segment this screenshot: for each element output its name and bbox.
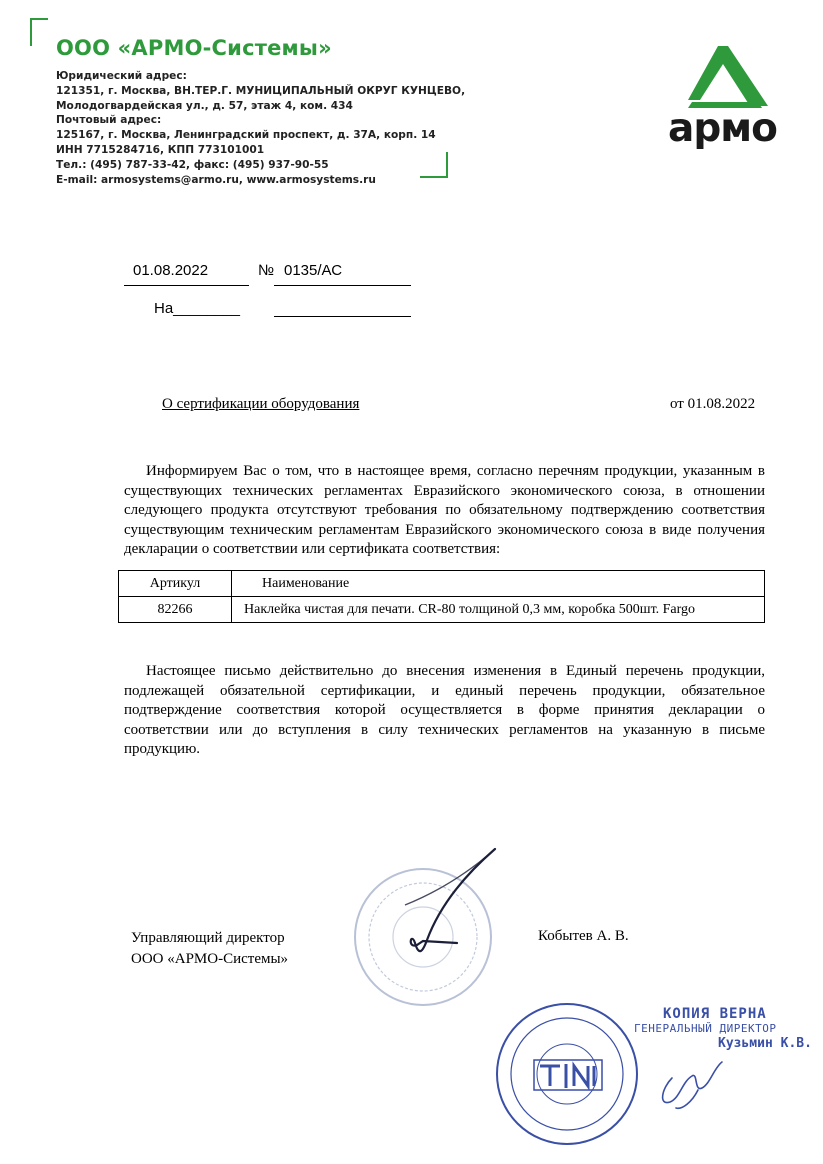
letterhead-corner-bottom-right	[420, 152, 448, 178]
number-underline	[274, 285, 411, 286]
reply-number-underline	[274, 316, 411, 317]
letterhead-line: Тел.: (495) 787-33-42, факс: (495) 937-90-55	[56, 158, 329, 171]
logo-wordmark: армо	[668, 106, 777, 151]
product-table	[118, 570, 765, 623]
header-name: Наименование	[232, 571, 765, 597]
company-seal-icon	[345, 845, 505, 1010]
subject-title: О сертификации оборудования	[162, 396, 360, 412]
body-paragraph-1: Информируем Вас о том, что в настоящее время, согласно перечням продукции, указанным в существующих технических регламентах Евразийского экономического союза, в отношении следующего продукта отсутствуют требования по обязательному подтверждению соответствия существующим техническим регламентам Евразийского экономического союза в виде получения декларации о соответствии или сертификата соответствия:	[124, 463, 765, 558]
letterhead-line: 121351, г. Москва, ВН.ТЕР.Г. МУНИЦИПАЛЬНЫЙ ОКРУГ КУНЦЕВО,	[56, 84, 466, 97]
subject-date: от 01.08.2022	[670, 396, 756, 412]
table-row	[119, 597, 765, 623]
letterhead-line: Молодогвардейская ул., д. 57, этаж 4, ком. 434	[56, 99, 353, 112]
copy-director-title: ГЕНЕРАЛЬНЫЙ ДИРЕКТОР	[634, 1022, 777, 1035]
signatory-name: Кобытев А. В.	[538, 928, 629, 944]
copy-seal-icon	[494, 996, 644, 1151]
letterhead-line: ИНН 7715284716, КПП 773101001	[56, 143, 265, 156]
table-header-row	[119, 571, 765, 597]
letterhead-company-name: ООО «АРМО-Системы»	[56, 36, 332, 60]
cell-name: Наклейка чистая для печати. CR-80 толщиной 0,3 мм, коробка 500шт. Fargo	[232, 597, 765, 623]
body-paragraph-2: Настоящее письмо действительно до внесения изменения в Единый перечень продукции, подлежащей обязательной сертификации, и единый перечень продукции, обязательное подтверждение соответствия которой осуществляется в форме принятия декларации о соответствии или до вступления в силу технических регламентов на указанную в письме продукцию.	[124, 663, 765, 758]
company-line: ООО «АРМО-Системы»	[131, 951, 289, 967]
copy-verified-label: КОПИЯ ВЕРНА	[663, 1006, 767, 1022]
letterhead-line: E-mail: armosystems@armo.ru, www.armosystems.ru	[56, 173, 376, 186]
letter-number: 0135/АС	[284, 262, 343, 279]
letterhead-details	[56, 69, 465, 187]
date-underline	[124, 285, 249, 286]
number-label: №	[258, 262, 275, 279]
copy-director-name: Кузьмин К.В.	[718, 1036, 812, 1051]
letter-date: 01.08.2022	[133, 262, 209, 279]
header-article: Артикул	[119, 571, 232, 597]
cell-article: 82266	[119, 597, 232, 623]
letterhead-line: Юридический адрес:	[56, 70, 187, 82]
letterhead-line: Почтовый адрес:	[56, 114, 162, 127]
copy-signature-icon	[652, 1048, 732, 1112]
letterhead-corner-top-left	[30, 18, 48, 46]
role-line: Управляющий директор	[131, 930, 285, 946]
letterhead-line: 125167, г. Москва, Ленинградский проспект, д. 37А, корп. 14	[56, 129, 436, 142]
signatory-role	[131, 928, 288, 970]
reply-to-field: На________	[154, 300, 240, 317]
